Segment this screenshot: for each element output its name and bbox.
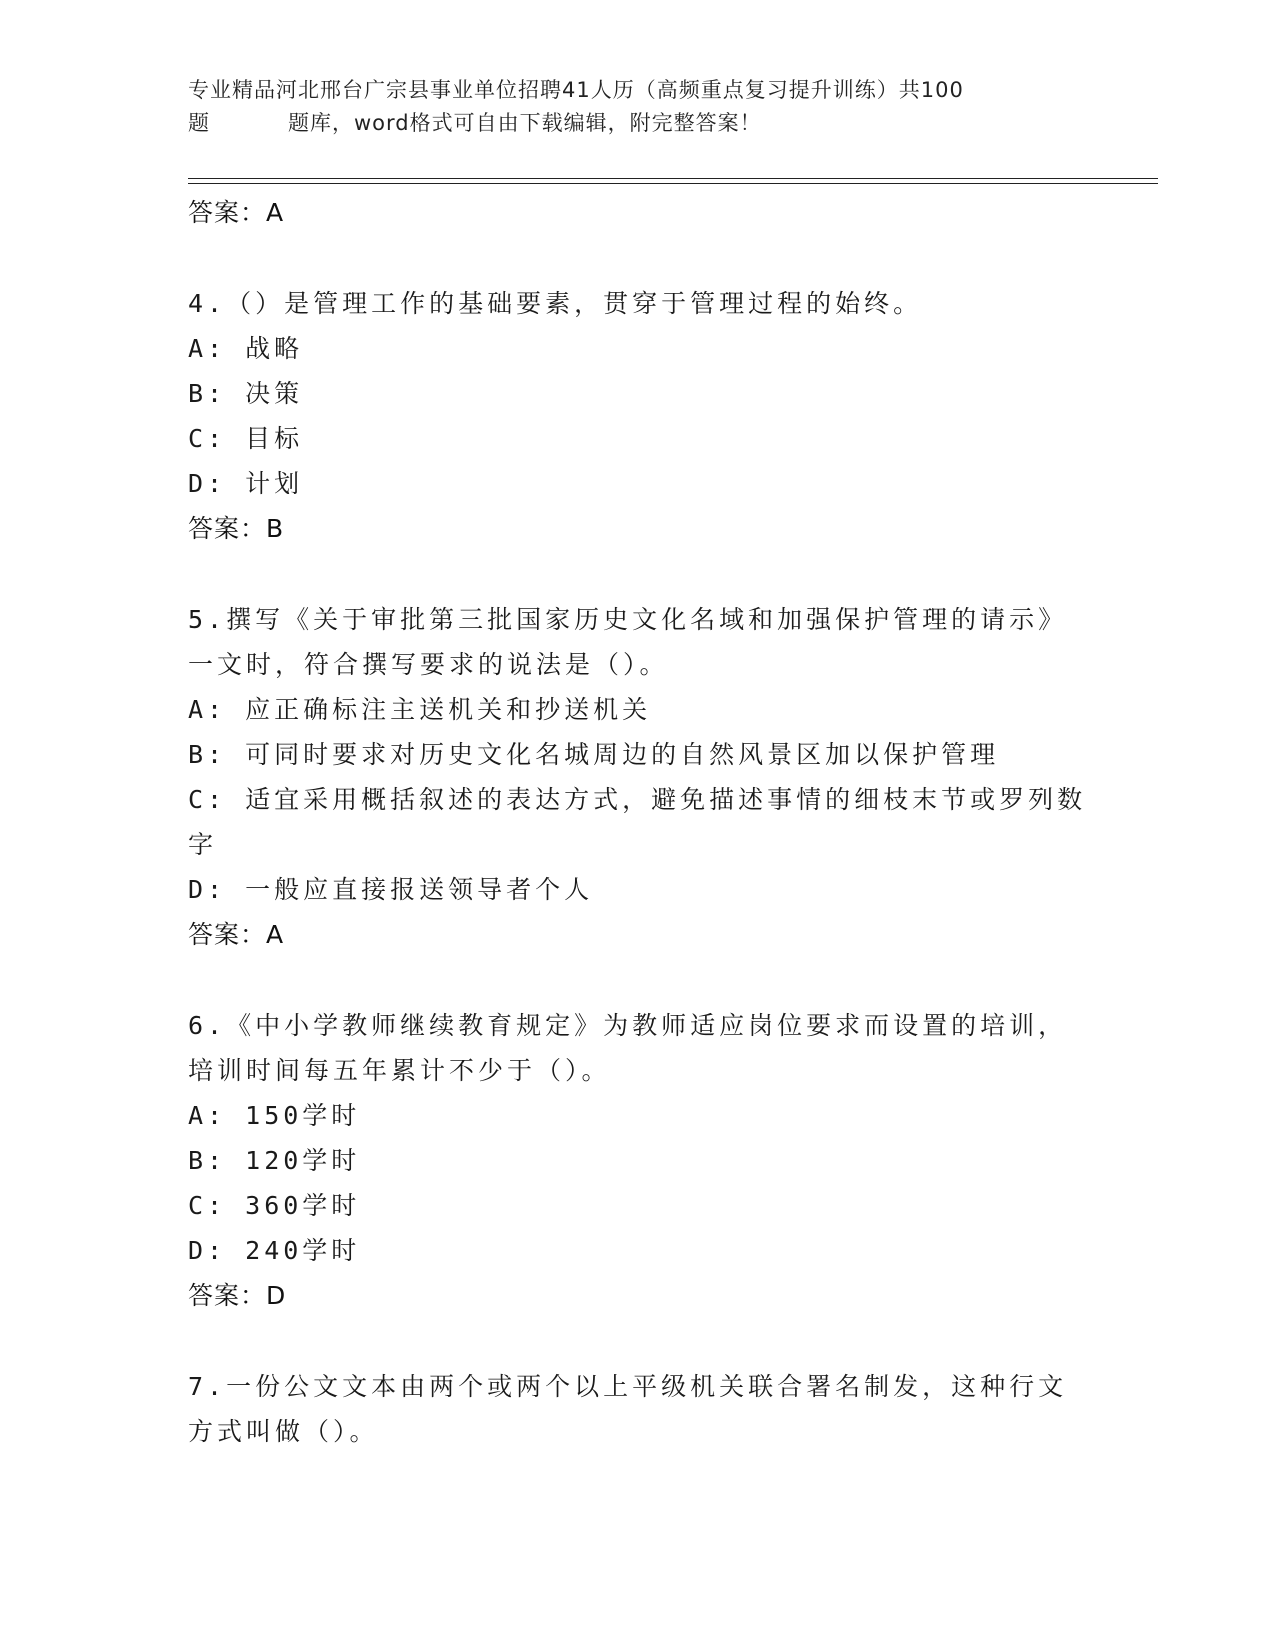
question-stem-continued: 方式叫做（）。 [188, 1417, 379, 1446]
option-c-continued: 字 [188, 830, 218, 859]
question-stem: 5.撰写《关于审批第三批国家历史文化名域和加强保护管理的请示》 [188, 605, 1068, 634]
question-stem-continued: 培训时间每五年累计不少于（）。 [188, 1056, 611, 1085]
question-stem: 6.《中小学教师继续教育规定》为教师适应岗位要求而设置的培训， [188, 1011, 1068, 1040]
header-line-2-rest: 题库，word格式可自由下载编辑，附完整答案！ [288, 111, 762, 135]
option-c: C: 360学时 [188, 1191, 361, 1220]
option-a: A: 150学时 [188, 1101, 361, 1130]
option-a: A: 战略 [188, 334, 304, 363]
answer-line: 答案：A [188, 920, 285, 949]
header-line-2-start: 题 [188, 111, 210, 135]
answer-line: 答案：B [188, 514, 285, 543]
option-b: B: 可同时要求对历史文化名城周边的自然风景区加以保护管理 [188, 740, 1000, 769]
option-b: B: 120学时 [188, 1146, 361, 1175]
question-stem: 7.一份公文文本由两个或两个以上平级机关联合署名制发，这种行文 [188, 1372, 1068, 1401]
option-d: D: 计划 [188, 469, 304, 498]
header-line-1: 专业精品河北邢台广宗县事业单位招聘41人历（高频重点复习提升训练）共100 [188, 78, 964, 102]
option-a: A: 应正确标注主送机关和抄送机关 [188, 695, 652, 724]
option-c: C: 目标 [188, 424, 304, 453]
option-c: C: 适宜采用概括叙述的表达方式，避免描述事情的细枝末节或罗列数 [188, 785, 1087, 814]
answer-line: 答案：A [188, 198, 285, 227]
question-4 [188, 281, 1088, 552]
question-5 [188, 597, 1088, 958]
question-7 [188, 1364, 1088, 1454]
answer-line: 答案：D [188, 1281, 287, 1310]
document-header [188, 74, 1068, 140]
option-d: D: 一般应直接报送领导者个人 [188, 875, 594, 904]
header-rule-bottom [188, 183, 1158, 184]
question-stem-continued: 一文时，符合撰写要求的说法是（）。 [188, 650, 669, 679]
question-6 [188, 1003, 1088, 1319]
document-body [188, 190, 1088, 1454]
header-rule-top [188, 178, 1158, 179]
header-line-2 [188, 107, 1068, 140]
option-b: B: 决策 [188, 379, 304, 408]
question-stem: 4.（）是管理工作的基础要素，贯穿于管理过程的始终。 [188, 289, 923, 318]
option-d: D: 240学时 [188, 1236, 361, 1265]
